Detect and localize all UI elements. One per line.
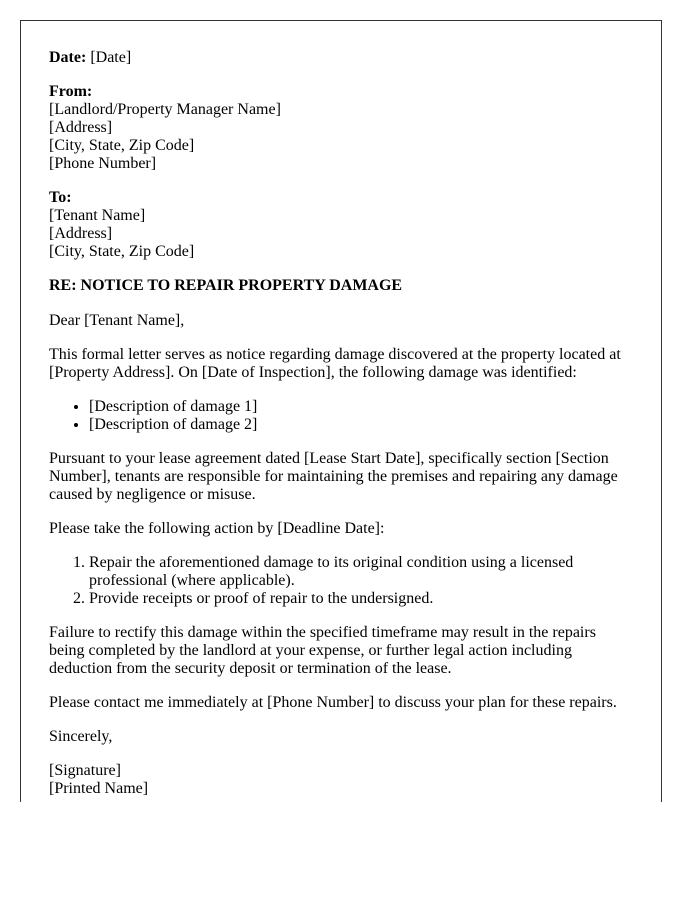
signature-block [49,762,633,798]
contact-paragraph: Please contact me immediately at [Phone Number] to discuss your plan for these repairs. [49,694,617,711]
recipient-block [49,189,633,261]
to-label: To: [49,189,72,206]
recipient-address: [Address] [49,225,113,242]
sender-address: [Address] [49,119,113,136]
date-value: [Date] [90,49,132,66]
action-list [49,554,633,608]
date-label: Date: [49,49,87,66]
damage-item: • [Description of damage 2] [89,416,633,434]
letter-page [20,20,662,802]
from-label: From: [49,83,93,100]
sender-phone: [Phone Number] [49,155,157,172]
consequence-paragraph: Failure to rectify this damage within the specified timeframe may result in the repairs being completed by the landlord at your expense, or further legal action including deduction from the security deposit or termination of the lease. [49,624,596,677]
salutation: Dear [Tenant Name], [49,312,185,329]
recipient-name: [Tenant Name] [49,207,146,224]
closing: Sincerely, [49,728,113,745]
sender-name: [Landlord/Property Manager Name] [49,101,281,118]
subject-line: RE: NOTICE TO REPAIR PROPERTY DAMAGE [49,277,403,294]
action-item: 2. Provide receipts or proof of repair to the undersigned. [89,590,633,608]
sender-block [49,83,633,173]
action-intro: Please take the following action by [Deadline Date]: [49,520,385,537]
letter-body [21,21,661,798]
damage-list [49,398,633,434]
printed-name: [Printed Name] [49,780,149,797]
date-line [49,49,633,67]
signature: [Signature] [49,762,121,779]
damage-item: • [Description of damage 1] [89,398,633,416]
action-item: 1. Repair the aforementioned damage to its original condition using a licensed professional (where applicable). [89,554,633,590]
sender-city-state-zip: [City, State, Zip Code] [49,137,195,154]
lease-paragraph: Pursuant to your lease agreement dated [Lease Start Date], specifically section [Section Number], tenants are responsible for maintaining the premises and repairing any damage caused by negligence or misuse. [49,450,618,503]
intro-paragraph: This formal letter serves as notice regarding damage discovered at the property located at [Property Address]. On [Date of Inspection], the following damage was identified: [49,346,621,381]
recipient-city-state-zip: [City, State, Zip Code] [49,243,195,260]
